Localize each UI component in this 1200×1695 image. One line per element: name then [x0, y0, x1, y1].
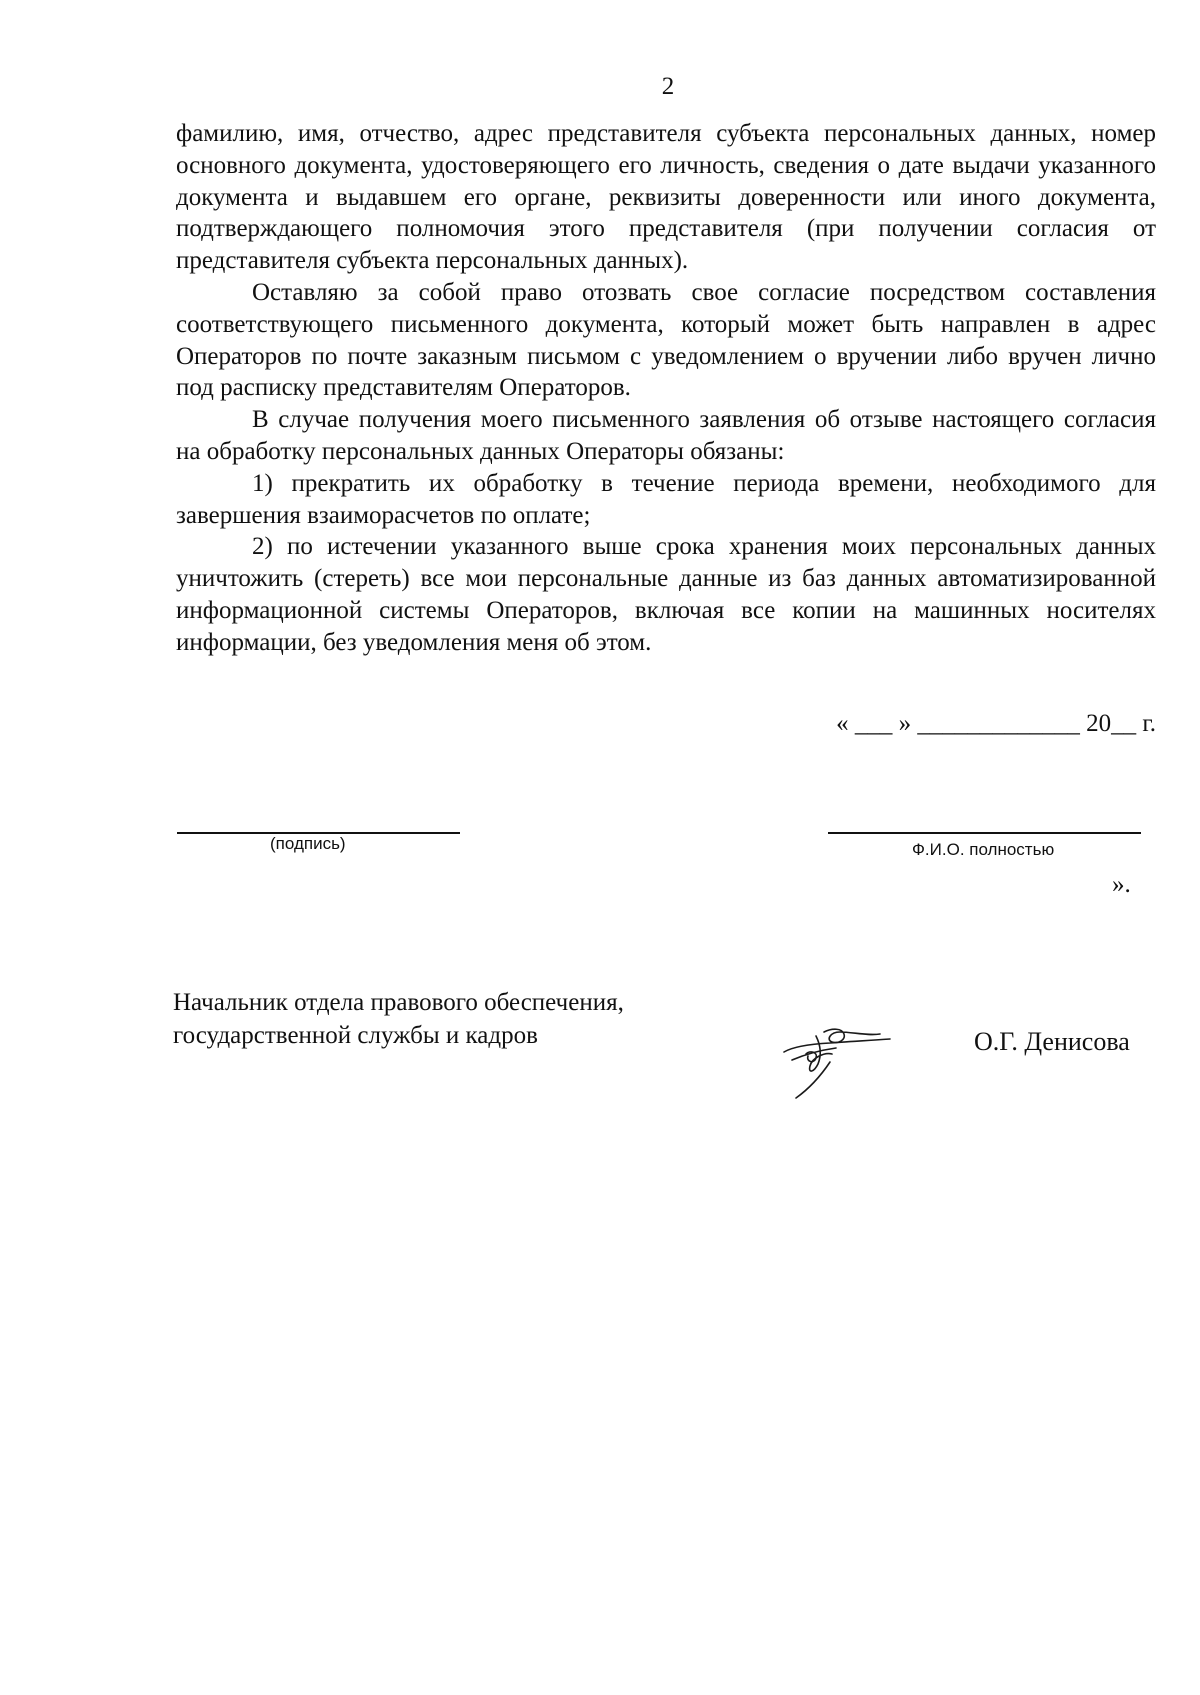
signature-caption: (подпись) [270, 834, 346, 853]
handwritten-signature [772, 1010, 912, 1100]
list-item-stop-processing: 1) прекратить их обработку в течение периода времени, необходимого для завершения взаиморасчетов по оплате; [176, 469, 1156, 529]
paragraph-revocation-right: Оставляю за собой право отозвать свое согласие посредством составления соответствующего письменного документа, который может быть направлен в адрес Операторов по почте заказным письмом с уведомлением о вручении либо вручен лично под расписку представителям Операторов. [176, 278, 1156, 402]
date-field: « ___ » _____________ 20__ г. [836, 710, 1156, 737]
full-name-line [828, 832, 1141, 834]
full-name-caption: Ф.И.О. полностью [912, 840, 1055, 859]
paragraph-representative-details: фамилию, имя, отчество, адрес представителя субъекта персональных данных, номер основного документа, удостоверяющего его личность, сведения о дате выдачи указанного документа и выдавшем его органе, реквизиты доверенности или иного документа, подтверждающего полномочия этого представителя (при получении согласия от представителя субъекта персональных данных). [176, 120, 1156, 275]
consent-body-text [176, 118, 1156, 659]
signatory-position-line-1: Начальник отдела правового обеспечения, [173, 989, 624, 1016]
signatory-name: О.Г. Денисова [974, 1027, 1130, 1056]
signatory-position [173, 986, 624, 1052]
closing-quote-mark: ». [1112, 871, 1131, 898]
list-item-destroy-data: 2) по истечении указанного выше срока хранения моих персональных данных уничтожить (стереть) все мои персональные данные из баз данных автоматизированной информационной системы Операторов, включая все копии на машинных носителях информации, без уведомления меня об этом. [176, 533, 1156, 656]
signatory-position-line-2: государственной службы и кадров [173, 1022, 538, 1049]
page-number: 2 [661, 73, 675, 100]
paragraph-revocation-case: В случае получения моего письменного заявления об отзыве настоящего согласия на обработку персональных данных Операторы обязаны: [176, 406, 1156, 465]
